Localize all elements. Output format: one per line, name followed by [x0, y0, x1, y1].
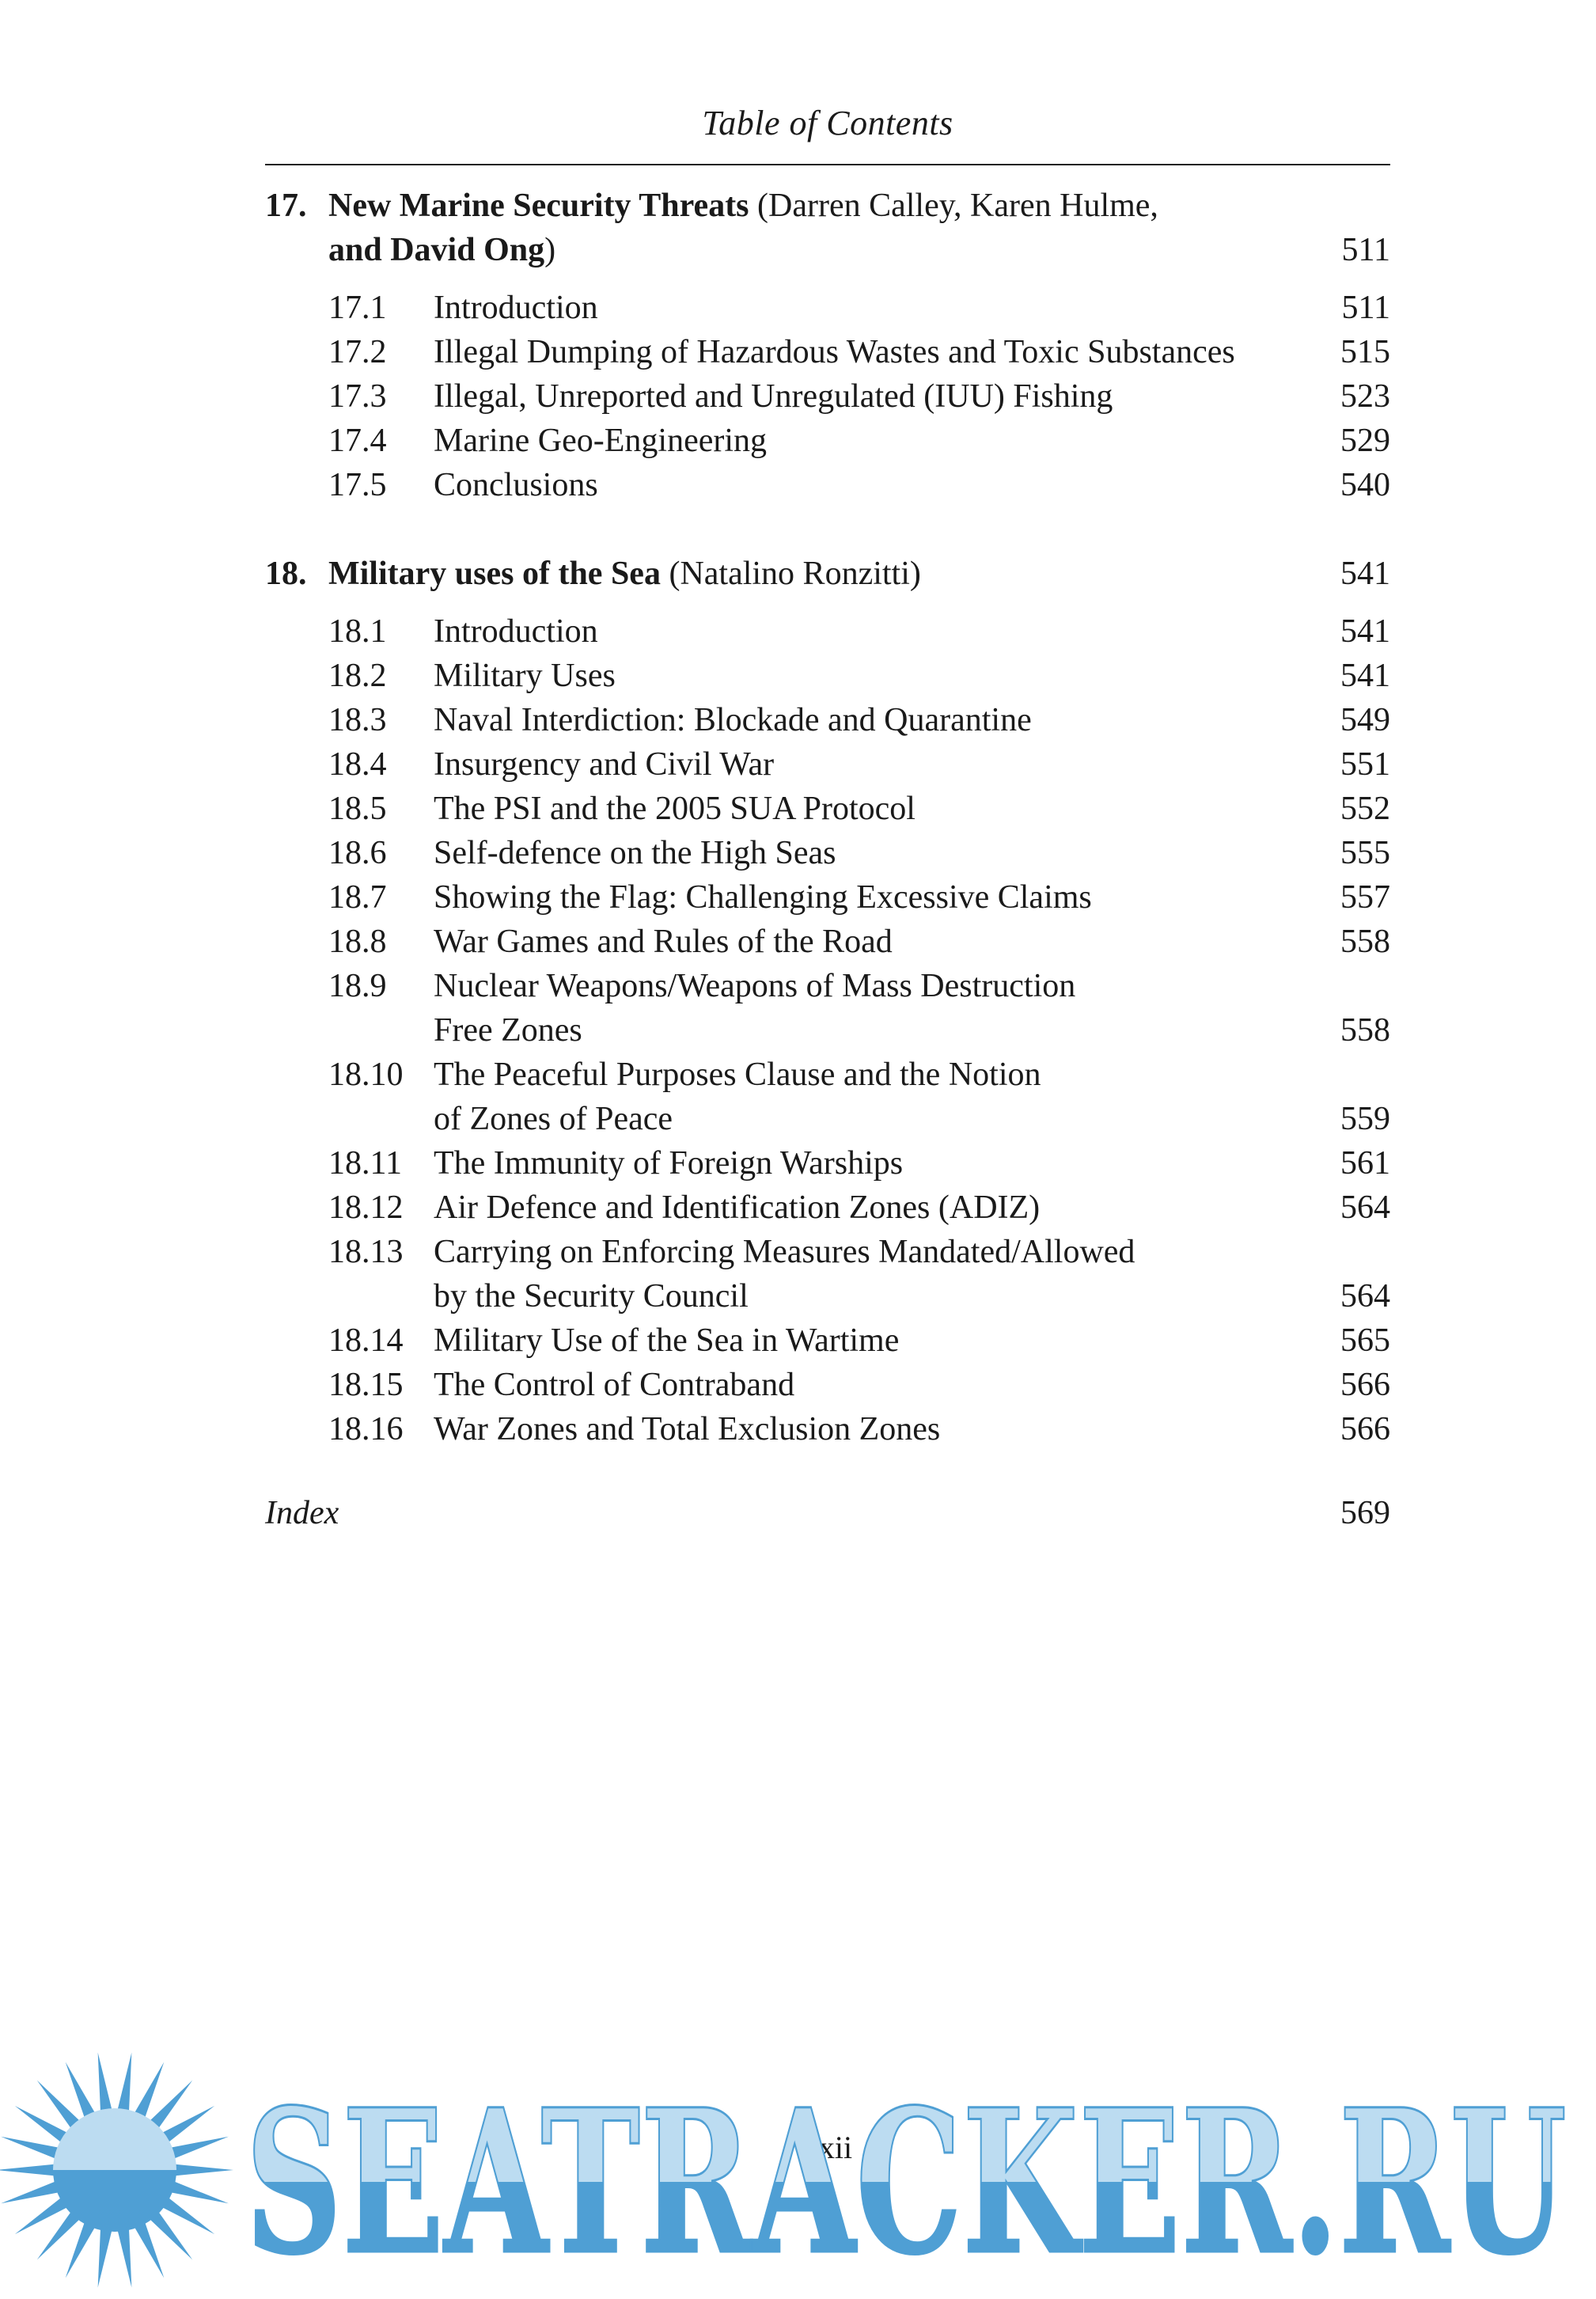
toc-page — [265, 0, 1390, 2299]
section-18-13[interactable] — [265, 1230, 1390, 1274]
section-title: Military Uses — [434, 658, 616, 694]
section-page: 551 — [1340, 746, 1390, 783]
section-18-10-continued[interactable] — [265, 1097, 1390, 1141]
section-17-1[interactable] — [265, 286, 1390, 330]
section-page: 555 — [1340, 835, 1390, 871]
section-title: Introduction — [434, 613, 598, 650]
section-18-2[interactable] — [265, 654, 1390, 698]
section-18-13-continued[interactable] — [265, 1274, 1390, 1318]
section-number: 18.16 — [328, 1411, 404, 1447]
section-number: 18.6 — [328, 835, 387, 871]
section-number: 18.10 — [328, 1057, 404, 1093]
section-page: 558 — [1340, 924, 1390, 960]
section-page: 549 — [1340, 702, 1390, 738]
section-title: The Control of Contraband — [434, 1367, 795, 1403]
section-number: 17.5 — [328, 467, 387, 503]
section-page: 511 — [1341, 290, 1390, 326]
chapter-authors-close: ) — [544, 232, 556, 268]
section-18-6[interactable] — [265, 831, 1390, 875]
section-17-5[interactable] — [265, 463, 1390, 507]
section-number: 18.15 — [328, 1367, 404, 1403]
chapter-title-text: New Marine Security Threats — [328, 188, 758, 224]
section-title: Naval Interdiction: Blockade and Quarantine — [434, 702, 1032, 738]
section-title: Showing the Flag: Challenging Excessive Claims — [434, 879, 1092, 916]
sun-ray — [168, 2180, 229, 2203]
section-page: 529 — [1340, 423, 1390, 459]
section-number: 17.3 — [328, 378, 387, 415]
sun-ray — [1, 2137, 62, 2160]
section-title: The PSI and the 2005 SUA Protocol — [434, 791, 916, 827]
sun-logo-icon — [0, 2053, 233, 2288]
sun-ray — [37, 2209, 82, 2259]
section-page: 558 — [1340, 1012, 1390, 1049]
sun-ray — [168, 2137, 229, 2160]
chapter-17-line-2[interactable] — [265, 228, 1390, 272]
section-page: 566 — [1340, 1411, 1390, 1447]
section-title: Air Defence and Identification Zones (ADIZ) — [434, 1189, 1041, 1226]
section-page: 564 — [1340, 1278, 1390, 1315]
section-page: 540 — [1340, 467, 1390, 503]
section-17-3[interactable] — [265, 374, 1390, 419]
sun-ray — [66, 2219, 97, 2278]
chapter-authors-continued: and David Ong — [328, 232, 545, 268]
section-title: Self-defence on the High Seas — [434, 835, 836, 871]
section-18-14[interactable] — [265, 1318, 1390, 1363]
section-18-9-continued[interactable] — [265, 1008, 1390, 1053]
section-17-2[interactable] — [265, 330, 1390, 374]
section-page: 564 — [1340, 1189, 1390, 1226]
section-title: Military Use of the Sea in Wartime — [434, 1322, 900, 1359]
section-18-11[interactable] — [265, 1141, 1390, 1186]
section-18-7[interactable] — [265, 875, 1390, 920]
chapter-number: 18. — [265, 556, 307, 592]
chapter-title-text: Military uses of the Sea — [328, 556, 669, 592]
section-title: Introduction — [434, 290, 598, 326]
section-18-10[interactable] — [265, 1053, 1390, 1097]
sun-ray — [133, 2219, 165, 2278]
section-18-4[interactable] — [265, 742, 1390, 787]
section-number: 18.13 — [328, 1234, 404, 1270]
section-number: 18.14 — [328, 1322, 404, 1359]
sun-ray — [15, 2106, 70, 2145]
section-number: 17.1 — [328, 290, 387, 326]
chapter-title — [328, 184, 1158, 228]
page-folio: xxii — [802, 2130, 853, 2165]
section-title: Illegal Dumping of Hazardous Wastes and Toxic Substances — [434, 334, 1235, 370]
section-page: 566 — [1340, 1367, 1390, 1403]
section-number: 18.8 — [328, 924, 387, 960]
chapter-number: 17. — [265, 188, 307, 224]
sun-ray — [37, 2081, 82, 2131]
section-18-5[interactable] — [265, 787, 1390, 831]
section-title-continued: of Zones of Peace — [434, 1101, 673, 1137]
sun-ray — [1, 2180, 62, 2203]
section-18-16[interactable] — [265, 1407, 1390, 1451]
section-page: 557 — [1340, 879, 1390, 916]
section-number: 18.11 — [328, 1145, 402, 1182]
section-page: 515 — [1340, 334, 1390, 370]
section-title-continued: Free Zones — [434, 1012, 582, 1049]
section-18-3[interactable] — [265, 698, 1390, 742]
section-title: War Games and Rules of the Road — [434, 924, 893, 960]
section-number: 17.2 — [328, 334, 387, 370]
section-number: 18.2 — [328, 658, 387, 694]
section-17-4[interactable] — [265, 419, 1390, 463]
section-number: 18.12 — [328, 1189, 404, 1226]
section-18-12[interactable] — [265, 1186, 1390, 1230]
sun-ray — [15, 2195, 70, 2234]
section-page: 541 — [1340, 613, 1390, 650]
chapter-title-continued — [328, 228, 555, 272]
section-18-15[interactable] — [265, 1363, 1390, 1407]
section-title-continued: by the Security Council — [434, 1278, 749, 1315]
sun-ray — [0, 2164, 58, 2176]
index-page: 569 — [1340, 1495, 1390, 1531]
section-title: Insurgency and Civil War — [434, 746, 775, 783]
sun-ray — [147, 2081, 192, 2131]
chapter-17-line-1[interactable] — [265, 184, 1390, 228]
section-number: 18.9 — [328, 968, 387, 1004]
chapter-18[interactable] — [265, 552, 1390, 596]
chapter-authors: (Darren Calley, Karen Hulme, — [757, 188, 1158, 224]
sun-ray — [66, 2062, 97, 2122]
chapter-authors: (Natalino Ronzitti) — [669, 556, 921, 592]
sun-ray — [133, 2062, 165, 2122]
section-number: 18.5 — [328, 791, 387, 827]
section-title: War Zones and Total Exclusion Zones — [434, 1411, 941, 1447]
section-18-1[interactable] — [265, 609, 1390, 654]
table-of-contents — [265, 184, 1390, 1535]
sun-ray — [147, 2209, 192, 2259]
section-title: The Immunity of Foreign Warships — [434, 1145, 904, 1182]
sun-ray — [159, 2195, 214, 2234]
section-page: 523 — [1340, 378, 1390, 415]
section-title: Illegal, Unreported and Unregulated (IUU) Fishing — [434, 378, 1113, 415]
index-title: Index — [265, 1495, 339, 1531]
chapter-title — [328, 552, 921, 596]
section-page: 561 — [1340, 1145, 1390, 1182]
sun-ray — [172, 2164, 233, 2176]
section-number: 18.7 — [328, 879, 387, 916]
chapter-page: 541 — [1340, 556, 1390, 592]
section-page: 565 — [1340, 1322, 1390, 1359]
section-title: Conclusions — [434, 467, 598, 503]
section-title: Nuclear Weapons/Weapons of Mass Destruction — [434, 968, 1076, 1004]
section-title: Marine Geo-Engineering — [434, 423, 768, 459]
section-number: 18.1 — [328, 613, 387, 650]
header-rule — [265, 164, 1390, 165]
watermark-text: SEATRACKER.RU — [245, 2066, 1567, 2298]
section-title: The Peaceful Purposes Clause and the Notion — [434, 1057, 1041, 1093]
section-number: 17.4 — [328, 423, 387, 459]
section-title: Carrying on Enforcing Measures Mandated/Allowed — [434, 1234, 1135, 1270]
chapter-page: 511 — [1341, 232, 1390, 268]
section-page: 559 — [1340, 1101, 1390, 1137]
sun-ray — [159, 2106, 214, 2145]
section-18-8[interactable] — [265, 920, 1390, 964]
index-entry[interactable] — [265, 1491, 1390, 1535]
section-page: 541 — [1340, 658, 1390, 694]
section-18-9[interactable] — [265, 964, 1390, 1008]
sun-ray — [98, 2053, 113, 2115]
section-page: 552 — [1340, 791, 1390, 827]
sun-ray — [98, 2225, 113, 2288]
sun-ray — [117, 2225, 132, 2288]
sun-ray — [117, 2053, 132, 2115]
running-head: Table of Contents — [702, 104, 953, 142]
section-number: 18.4 — [328, 746, 387, 783]
section-number: 18.3 — [328, 702, 387, 738]
